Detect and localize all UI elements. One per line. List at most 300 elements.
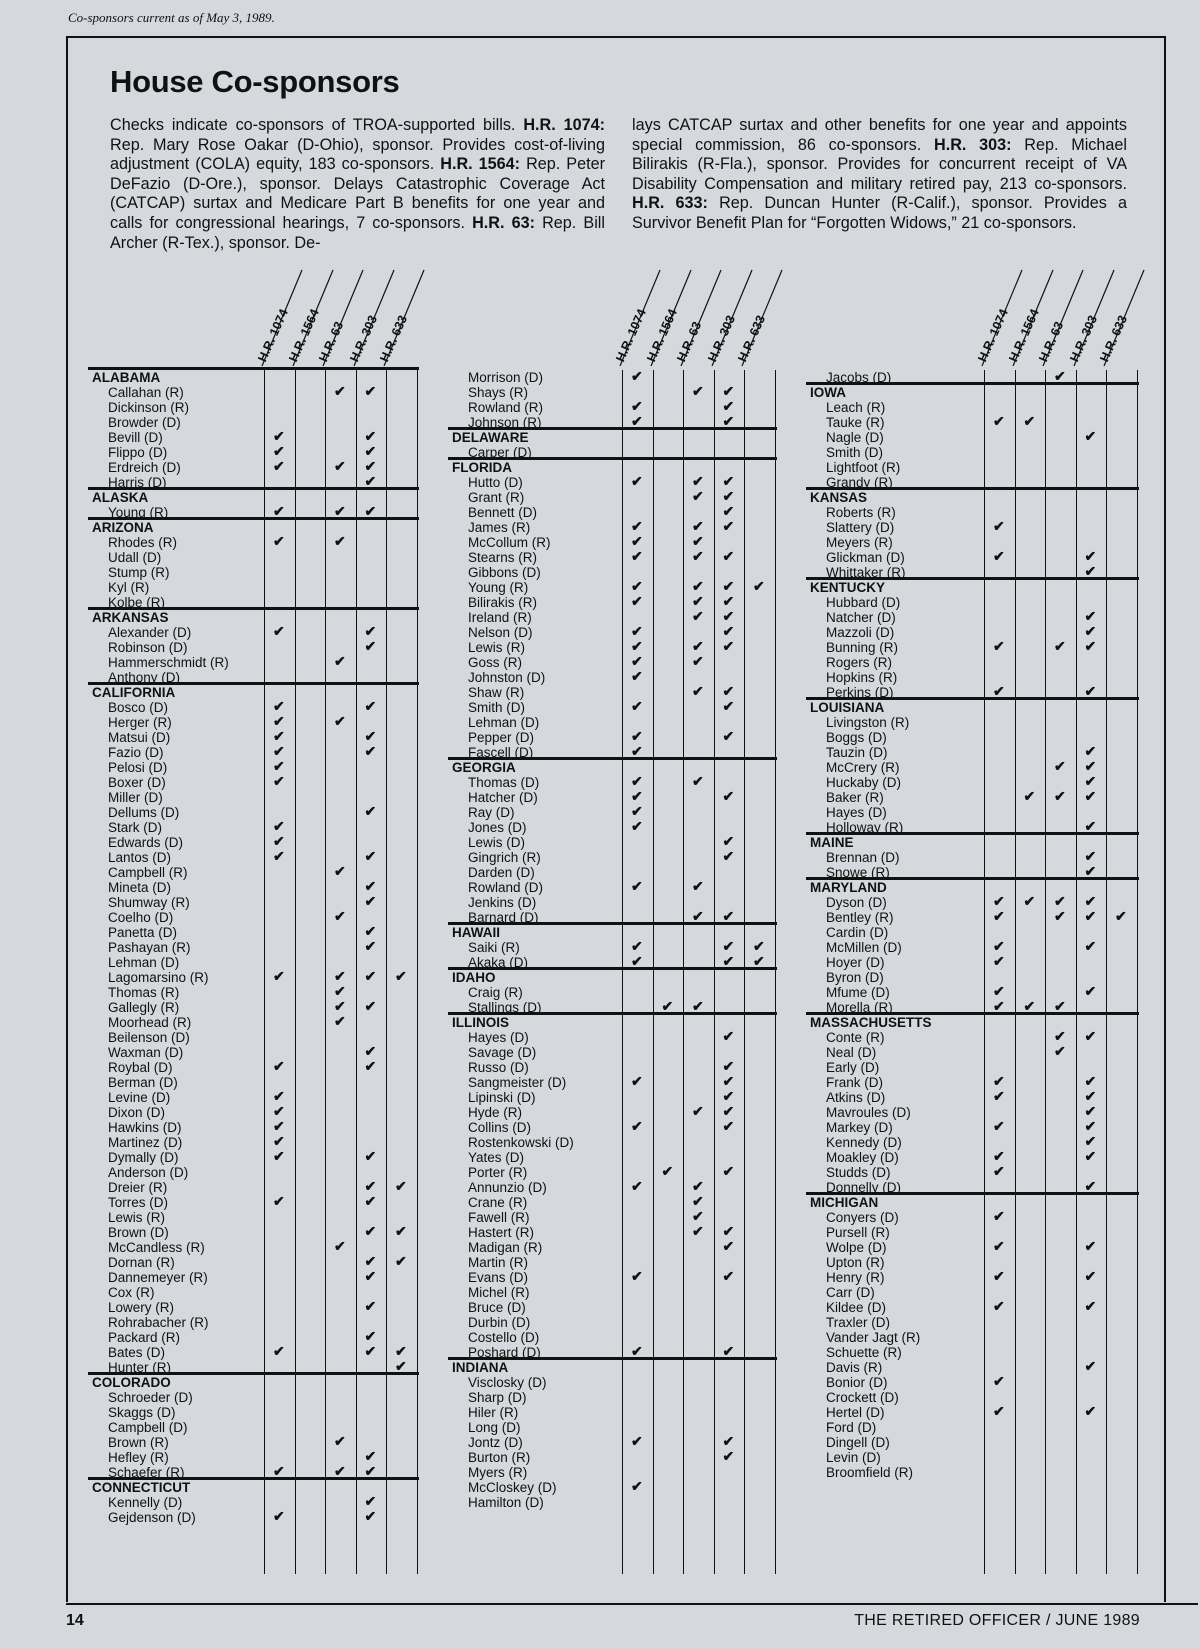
rep-name: Kyl (R) — [108, 580, 150, 595]
bill-header-label: H.R. 1074 — [975, 306, 1011, 364]
rep-row — [452, 1450, 574, 1465]
grid-line — [984, 370, 985, 1574]
rep-row — [452, 670, 574, 685]
rep-name: Alexander (D) — [108, 625, 192, 640]
check-mark-icon: ✔ — [334, 713, 346, 729]
rep-name: Rogers (R) — [826, 655, 893, 670]
check-mark-icon: ✔ — [364, 698, 377, 714]
rep-row — [452, 550, 574, 565]
state-heading: ALASKA — [92, 490, 149, 505]
rep-name: Smith (D) — [468, 700, 525, 715]
rep-row — [452, 685, 574, 700]
check-mark-icon: ✔ — [722, 548, 735, 564]
check-mark-icon: ✔ — [993, 1208, 1005, 1224]
check-mark-icon: ✔ — [722, 593, 735, 609]
check-mark-icon: ✔ — [692, 1178, 704, 1194]
rep-row — [452, 730, 574, 745]
check-mark-icon: ✔ — [993, 1403, 1005, 1419]
rep-name: Shumway (R) — [108, 895, 190, 910]
state-rule — [806, 382, 1139, 385]
rep-row — [810, 715, 932, 730]
rep-name: Dymally (D) — [108, 1150, 179, 1165]
rep-row — [92, 1345, 229, 1360]
rep-row — [452, 370, 574, 385]
bill-header-label: H.R. 303 — [1066, 313, 1100, 364]
check-mark-icon: ✔ — [364, 743, 377, 759]
check-mark-icon: ✔ — [334, 1013, 346, 1029]
rep-name: Craig (R) — [468, 985, 523, 1000]
rep-name: Nelson (D) — [468, 625, 533, 640]
rep-row — [452, 700, 574, 715]
check-mark-icon: ✔ — [631, 578, 643, 594]
rep-name: Fascell (D) — [468, 745, 534, 760]
check-mark-icon: ✔ — [993, 953, 1005, 969]
rep-name: Mineta (D) — [108, 880, 172, 895]
check-mark-icon: ✔ — [753, 578, 765, 594]
rep-row — [92, 445, 229, 460]
rep-row — [92, 400, 229, 415]
rep-name: Packard (R) — [108, 1330, 181, 1345]
bill-header-label: H.R. 63 — [674, 319, 705, 364]
check-mark-icon: ✔ — [722, 488, 735, 504]
rep-name: Barnard (D) — [468, 910, 539, 925]
check-mark-icon: ✔ — [722, 1028, 735, 1044]
rep-name: Lightfoot (R) — [826, 460, 901, 475]
rep-name: Rowland (D) — [468, 880, 544, 895]
check-mark-icon: ✔ — [273, 968, 285, 984]
rep-row — [452, 1465, 574, 1480]
check-mark-icon: ✔ — [273, 1508, 285, 1524]
rep-name: Lehman (D) — [468, 715, 540, 730]
check-mark-icon: ✔ — [1054, 1028, 1066, 1044]
rep-row — [92, 955, 229, 970]
check-mark-icon: ✔ — [364, 1268, 377, 1284]
rep-row — [92, 880, 229, 895]
check-mark-icon: ✔ — [334, 533, 346, 549]
rep-row — [92, 415, 229, 430]
check-mark-icon: ✔ — [334, 503, 346, 519]
intro-right: lays CATCAP surtax and other benefits for one year and appoints special commission, 86 co-sponsors. H.R. 303: Rep. Michael Bilirakis (R-Fla.), sponsor. Provides for concurrent receipt of VA Disability Compensation and military retired pay, 213 co-sponsors. H.R. 633: Rep. Duncan Hunter (R-Calif.), sponsor. Provides a Survivor Benefit Plan for “Forgotten Widows,” 21 co-sponsors. — [632, 116, 1127, 232]
rep-row — [452, 1285, 574, 1300]
check-mark-icon: ✔ — [722, 518, 735, 534]
rep-name: Byron (D) — [826, 970, 884, 985]
check-mark-icon: ✔ — [993, 893, 1005, 909]
rep-row — [92, 1060, 229, 1075]
rep-row — [92, 1495, 229, 1510]
rep-row — [92, 865, 229, 880]
state-heading: IOWA — [810, 385, 846, 400]
check-mark-icon: ✔ — [395, 1178, 407, 1194]
check-mark-icon: ✔ — [334, 968, 346, 984]
state-heading: IDAHO — [452, 970, 496, 985]
check-mark-icon: ✔ — [722, 1343, 735, 1359]
rep-row — [452, 505, 574, 520]
rep-name: Stearns (R) — [468, 550, 538, 565]
rep-row — [92, 895, 229, 910]
check-mark-icon: ✔ — [722, 413, 735, 429]
rep-name: Pelosi (D) — [108, 760, 168, 775]
rep-name: Moorhead (R) — [108, 1015, 192, 1030]
check-mark-icon: ✔ — [364, 848, 377, 864]
rep-name: Hyde (R) — [468, 1105, 523, 1120]
check-mark-icon: ✔ — [1084, 893, 1097, 909]
check-mark-icon: ✔ — [631, 548, 643, 564]
rep-row — [92, 1255, 229, 1270]
rep-name: Bunning (R) — [826, 640, 899, 655]
rep-row — [452, 1375, 574, 1390]
rep-name: Wolpe (D) — [826, 1240, 887, 1255]
rep-name: Lowery (R) — [108, 1300, 175, 1315]
check-mark-icon: ✔ — [273, 743, 285, 759]
rep-name: Bruce (D) — [468, 1300, 526, 1315]
check-mark-icon: ✔ — [631, 698, 643, 714]
check-mark-icon: ✔ — [334, 863, 346, 879]
check-mark-icon: ✔ — [1054, 788, 1066, 804]
check-mark-icon: ✔ — [692, 383, 704, 399]
rep-row — [452, 1480, 574, 1495]
check-mark-icon: ✔ — [273, 713, 285, 729]
rep-row — [452, 535, 574, 550]
check-mark-icon: ✔ — [1084, 788, 1097, 804]
rep-row — [452, 850, 574, 865]
rep-row — [810, 655, 932, 670]
rep-row — [452, 1240, 574, 1255]
rep-row — [810, 1405, 932, 1420]
check-mark-icon: ✔ — [364, 968, 377, 984]
rep-name: McCollum (R) — [468, 535, 551, 550]
check-mark-icon: ✔ — [364, 1253, 377, 1269]
check-mark-icon: ✔ — [1054, 638, 1066, 654]
rep-name: Davis (R) — [826, 1360, 883, 1375]
check-mark-icon: ✔ — [1084, 743, 1097, 759]
rep-row — [92, 850, 229, 865]
check-mark-icon: ✔ — [722, 938, 735, 954]
rep-row — [452, 1135, 574, 1150]
rep-name: Huckaby (D) — [826, 775, 902, 790]
rep-row — [810, 625, 932, 640]
rep-name: McCandless (R) — [108, 1240, 205, 1255]
rep-row — [810, 1105, 932, 1120]
rep-row — [452, 895, 574, 910]
check-mark-icon: ✔ — [692, 518, 704, 534]
column-1 — [92, 370, 229, 1525]
check-mark-icon: ✔ — [273, 533, 285, 549]
rep-name: Gibbons (D) — [468, 565, 541, 580]
check-mark-icon: ✔ — [631, 368, 643, 384]
check-mark-icon: ✔ — [364, 458, 377, 474]
rep-name: Broomfield (R) — [826, 1465, 914, 1480]
rep-name: Thomas (D) — [468, 775, 540, 790]
check-mark-icon: ✔ — [993, 638, 1005, 654]
grid-line — [714, 370, 715, 1574]
check-mark-icon: ✔ — [722, 1103, 735, 1119]
rep-row — [810, 1330, 932, 1345]
check-mark-icon: ✔ — [364, 1328, 377, 1344]
rep-row — [810, 1285, 932, 1300]
state-heading: FLORIDA — [452, 460, 512, 475]
rep-row — [92, 1165, 229, 1180]
rep-name: Udall (D) — [108, 550, 162, 565]
rep-row — [810, 955, 932, 970]
check-mark-icon: ✔ — [1023, 893, 1036, 909]
check-mark-icon: ✔ — [993, 1073, 1005, 1089]
check-mark-icon: ✔ — [993, 908, 1005, 924]
rep-row — [92, 1330, 229, 1345]
check-mark-icon: ✔ — [631, 398, 643, 414]
check-mark-icon: ✔ — [273, 728, 285, 744]
rep-name: Bevill (D) — [108, 430, 163, 445]
check-mark-icon: ✔ — [1023, 788, 1036, 804]
rep-name: Ford (D) — [826, 1420, 877, 1435]
check-mark-icon: ✔ — [631, 1178, 643, 1194]
rep-name: Herger (R) — [108, 715, 172, 730]
rep-name: Hatcher (D) — [468, 790, 538, 805]
check-mark-icon: ✔ — [273, 623, 285, 639]
grid-line — [264, 370, 265, 1574]
check-mark-icon: ✔ — [722, 398, 735, 414]
rep-row — [810, 535, 932, 550]
rep-name: Matsui (D) — [108, 730, 171, 745]
rep-name: Studds (D) — [826, 1165, 891, 1180]
rep-row — [92, 1090, 229, 1105]
check-mark-icon: ✔ — [722, 623, 735, 639]
check-mark-icon: ✔ — [1084, 1403, 1097, 1419]
rep-name: Stallings (D) — [468, 1000, 542, 1015]
rep-row — [810, 775, 932, 790]
rep-row — [810, 1345, 932, 1360]
check-mark-icon: ✔ — [1084, 428, 1097, 444]
check-mark-icon: ✔ — [364, 1508, 377, 1524]
rep-row — [452, 610, 574, 625]
rep-row — [810, 1375, 932, 1390]
state-heading: LOUISIANA — [810, 700, 885, 715]
rep-name: Boggs (D) — [826, 730, 887, 745]
rep-name: Markey (D) — [826, 1120, 893, 1135]
rep-name: Gingrich (R) — [468, 850, 541, 865]
rep-row — [452, 1105, 574, 1120]
rep-row — [810, 1165, 932, 1180]
state-heading: MARYLAND — [810, 880, 887, 895]
rep-row — [452, 1150, 574, 1165]
rep-name: Martin (R) — [468, 1255, 528, 1270]
check-mark-icon: ✔ — [722, 1118, 735, 1134]
state-heading: DELAWARE — [452, 430, 529, 445]
grid-line — [744, 370, 745, 1574]
state-rule — [806, 577, 1139, 580]
check-mark-icon: ✔ — [631, 638, 643, 654]
check-mark-icon: ✔ — [722, 578, 735, 594]
check-mark-icon: ✔ — [273, 1103, 285, 1119]
check-mark-icon: ✔ — [722, 788, 735, 804]
rep-row — [452, 655, 574, 670]
rep-name: Morrison (D) — [468, 370, 544, 385]
rep-name: Hoyer (D) — [826, 955, 885, 970]
grid-line — [683, 370, 684, 1574]
check-mark-icon: ✔ — [1084, 1238, 1097, 1254]
check-mark-icon: ✔ — [661, 998, 674, 1014]
rep-name: Bonior (D) — [826, 1375, 888, 1390]
rep-row — [810, 1090, 932, 1105]
rep-name: Donnelly (D) — [826, 1180, 902, 1195]
rep-name: Schaefer (R) — [108, 1465, 185, 1480]
rep-name: Browder (D) — [108, 415, 181, 430]
rep-name: Darden (D) — [468, 865, 535, 880]
rep-name: Ray (D) — [468, 805, 515, 820]
check-mark-icon: ✔ — [631, 413, 643, 429]
publication-line: THE RETIRED OFFICER / JUNE 1989 — [854, 1612, 1140, 1629]
rep-name: Neal (D) — [826, 1045, 877, 1060]
check-mark-icon: ✔ — [631, 743, 643, 759]
check-mark-icon: ✔ — [273, 833, 285, 849]
rep-name: Russo (D) — [468, 1060, 529, 1075]
rep-name: Dixon (D) — [108, 1105, 166, 1120]
check-mark-icon: ✔ — [722, 698, 735, 714]
rep-row — [810, 910, 932, 925]
rep-row — [92, 1510, 229, 1525]
rep-name: Costello (D) — [468, 1330, 540, 1345]
check-mark-icon: ✔ — [1084, 908, 1097, 924]
check-mark-icon: ✔ — [631, 668, 643, 684]
check-mark-icon: ✔ — [692, 548, 704, 564]
check-mark-icon: ✔ — [1054, 1043, 1066, 1059]
check-mark-icon: ✔ — [722, 1448, 735, 1464]
rep-name: Hastert (R) — [468, 1225, 535, 1240]
rep-row — [92, 1420, 229, 1435]
rep-name: Sharp (D) — [468, 1390, 527, 1405]
grid-line — [356, 370, 357, 1574]
rep-row — [452, 400, 574, 415]
rep-name: Hunter (R) — [108, 1360, 172, 1375]
check-mark-icon: ✔ — [1084, 1268, 1097, 1284]
rep-name: Coelho (D) — [108, 910, 174, 925]
rep-row — [452, 1495, 574, 1510]
check-mark-icon: ✔ — [631, 1343, 643, 1359]
check-mark-icon: ✔ — [364, 623, 377, 639]
rep-name: Kennelly (D) — [108, 1495, 183, 1510]
check-mark-icon: ✔ — [631, 518, 643, 534]
rep-name: Hiler (R) — [468, 1405, 519, 1420]
state-rule — [88, 1372, 419, 1375]
bill-header-label: H.R. 633 — [735, 313, 769, 364]
check-mark-icon: ✔ — [364, 383, 377, 399]
rep-row — [810, 1240, 932, 1255]
rep-name: Grant (R) — [468, 490, 525, 505]
check-mark-icon: ✔ — [722, 608, 735, 624]
rep-name: Crockett (D) — [826, 1390, 899, 1405]
check-mark-icon: ✔ — [692, 488, 704, 504]
rep-row — [92, 820, 229, 835]
rep-row — [452, 1075, 574, 1090]
rep-name: Porter (R) — [468, 1165, 528, 1180]
rep-name: Mavroules (D) — [826, 1105, 911, 1120]
check-mark-icon: ✔ — [722, 728, 735, 744]
check-mark-icon: ✔ — [631, 878, 643, 894]
state-heading: HAWAII — [452, 925, 501, 940]
rep-row — [810, 760, 932, 775]
rep-row — [92, 1390, 229, 1405]
rep-row — [452, 1330, 574, 1345]
check-mark-icon: ✔ — [722, 1088, 735, 1104]
rep-row — [92, 715, 229, 730]
rep-name: Goss (R) — [468, 655, 522, 670]
check-mark-icon: ✔ — [364, 878, 377, 894]
rep-row — [92, 1450, 229, 1465]
rep-row — [92, 700, 229, 715]
rep-name: Natcher (D) — [826, 610, 896, 625]
state-heading: INDIANA — [452, 1360, 509, 1375]
rep-name: Cardin (D) — [826, 925, 889, 940]
check-mark-icon: ✔ — [993, 983, 1005, 999]
state-rule — [88, 517, 419, 520]
rep-row — [92, 1075, 229, 1090]
rep-name: Bosco (D) — [108, 700, 169, 715]
rep-row — [452, 715, 574, 730]
rep-row — [452, 1180, 574, 1195]
rep-row — [92, 625, 229, 640]
check-mark-icon: ✔ — [993, 938, 1005, 954]
rep-name: Beilenson (D) — [108, 1030, 190, 1045]
check-mark-icon: ✔ — [1054, 758, 1066, 774]
rep-row — [452, 640, 574, 655]
check-mark-icon: ✔ — [273, 1343, 285, 1359]
check-mark-icon: ✔ — [364, 893, 377, 909]
check-mark-icon: ✔ — [993, 413, 1005, 429]
rep-row — [810, 1450, 932, 1465]
rep-name: Flippo (D) — [108, 445, 168, 460]
check-mark-icon: ✔ — [993, 1148, 1005, 1164]
check-mark-icon: ✔ — [364, 1493, 377, 1509]
check-mark-icon: ✔ — [692, 593, 704, 609]
state-heading: KANSAS — [810, 490, 868, 505]
check-mark-icon: ✔ — [1023, 413, 1036, 429]
check-mark-icon: ✔ — [395, 1223, 407, 1239]
rep-name: Crane (R) — [468, 1195, 528, 1210]
check-mark-icon: ✔ — [1115, 908, 1127, 924]
check-mark-icon: ✔ — [334, 1433, 346, 1449]
check-mark-icon: ✔ — [722, 638, 735, 654]
rep-name: Traxler (D) — [826, 1315, 890, 1330]
rep-row — [452, 625, 574, 640]
check-mark-icon: ✔ — [993, 683, 1005, 699]
check-mark-icon: ✔ — [334, 1238, 346, 1254]
rep-name: James (R) — [468, 520, 531, 535]
rep-name: Glickman (D) — [826, 550, 905, 565]
check-mark-icon: ✔ — [631, 623, 643, 639]
check-mark-icon: ✔ — [631, 773, 643, 789]
rep-row — [92, 1315, 229, 1330]
check-mark-icon: ✔ — [273, 428, 285, 444]
rep-name: Gejdenson (D) — [108, 1510, 196, 1525]
state-heading: ILLINOIS — [452, 1015, 509, 1030]
rep-row — [92, 1240, 229, 1255]
check-mark-icon: ✔ — [692, 533, 704, 549]
rep-name: Dickinson (R) — [108, 400, 190, 415]
rep-row — [810, 1435, 932, 1450]
check-mark-icon: ✔ — [993, 1163, 1005, 1179]
rep-name: Rhodes (R) — [108, 535, 178, 550]
rep-row — [92, 385, 229, 400]
check-mark-icon: ✔ — [753, 938, 765, 954]
check-mark-icon: ✔ — [395, 1358, 407, 1374]
check-mark-icon: ✔ — [273, 1118, 285, 1134]
rep-row — [810, 1315, 932, 1330]
rep-name: Savage (D) — [468, 1045, 537, 1060]
state-heading: GEORGIA — [452, 760, 516, 775]
rep-name: Berman (D) — [108, 1075, 178, 1090]
check-mark-icon: ✔ — [631, 473, 643, 489]
check-mark-icon: ✔ — [334, 383, 346, 399]
check-mark-icon: ✔ — [722, 383, 735, 399]
